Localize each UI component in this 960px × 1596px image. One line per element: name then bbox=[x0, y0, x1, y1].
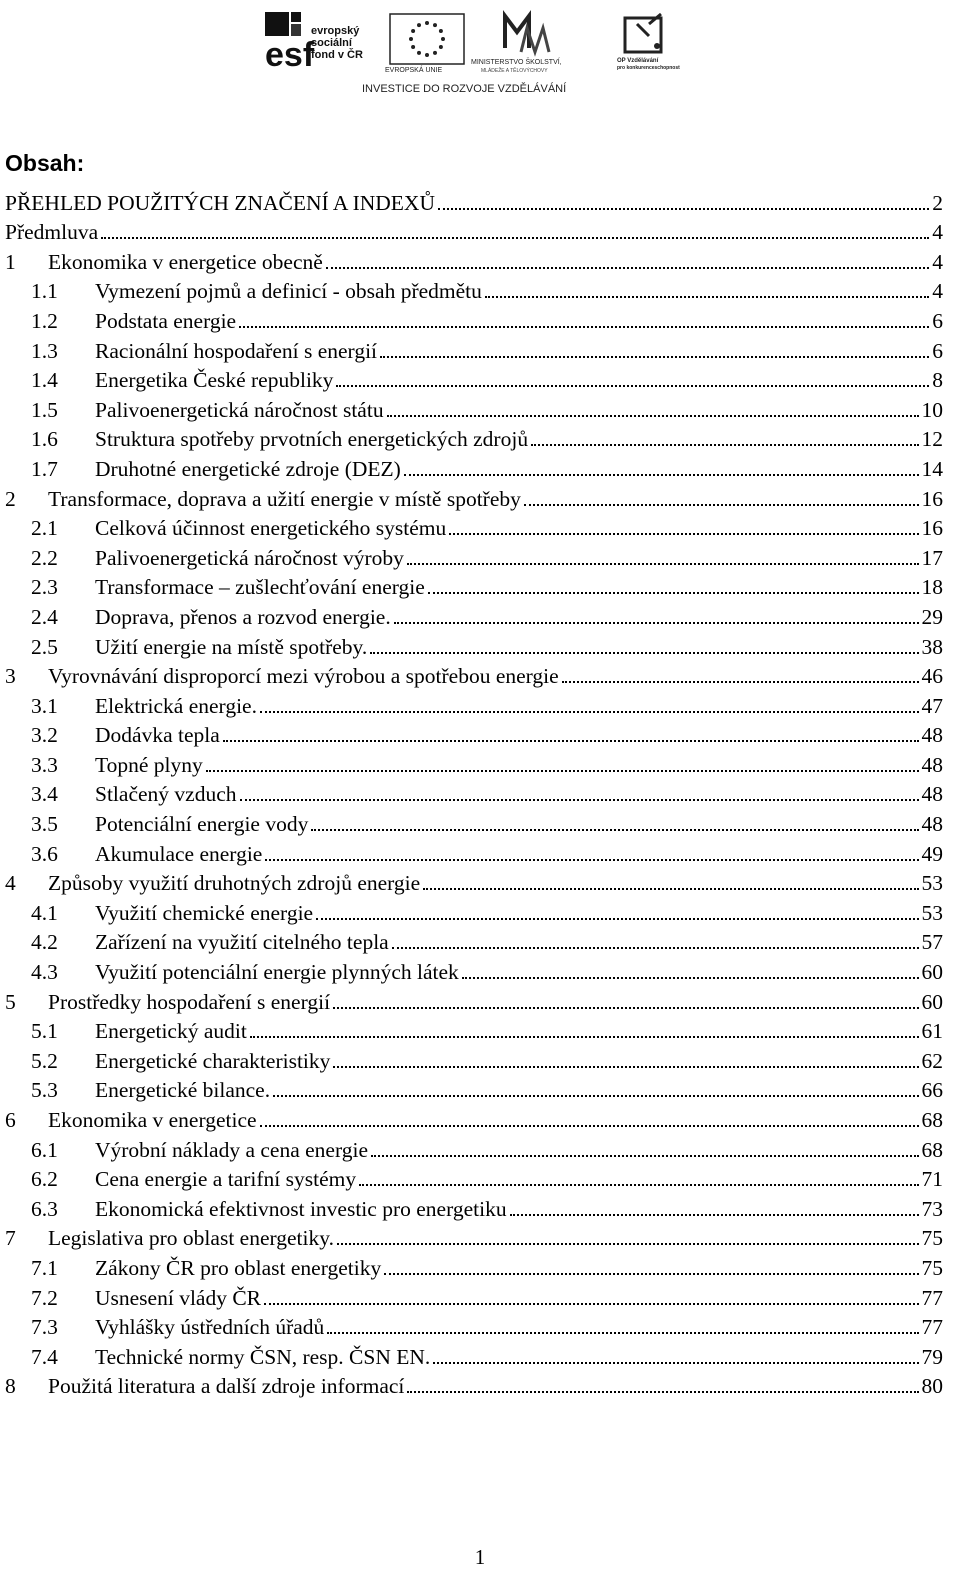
op-line1: OP Vzdělávání bbox=[617, 58, 659, 64]
toc-entry[interactable] bbox=[5, 984, 943, 1014]
eu-star-icon bbox=[409, 37, 413, 41]
toc-entry-number: 2.4 bbox=[31, 604, 58, 629]
toc-entry-number: 1.1 bbox=[31, 279, 58, 304]
toc-entry-number: 6.3 bbox=[31, 1196, 58, 1221]
toc-entry-title: PŘEHLED POUŽITÝCH ZNAČENÍ A INDEXŮ bbox=[5, 190, 435, 215]
toc-leader-dots bbox=[380, 355, 929, 358]
toc-entry-number: 6.1 bbox=[31, 1137, 58, 1162]
funding-logos-banner bbox=[265, 8, 690, 96]
toc-entry-number: 2.1 bbox=[31, 516, 58, 541]
eu-star-icon bbox=[411, 29, 415, 33]
toc-entry-title: Palivoenergetická náročnost výroby bbox=[95, 545, 404, 570]
esf-line3: fond v ČR bbox=[311, 49, 363, 61]
toc-entry-page: 75 bbox=[921, 1226, 943, 1251]
msmt-line1: MINISTERSTVO ŠKOLSTVÍ, bbox=[471, 59, 562, 66]
toc-entry-title: Legislativa pro oblast energetiky. bbox=[48, 1226, 334, 1251]
toc-leader-dots bbox=[240, 798, 919, 801]
toc-entry-title: Transformace – zušlechťování energie bbox=[95, 575, 425, 600]
toc-entry[interactable] bbox=[5, 659, 943, 689]
svg-text:esf: esf bbox=[265, 36, 315, 74]
toc-entry-page: 38 bbox=[921, 634, 943, 659]
toc-entry-page: 48 bbox=[921, 812, 943, 837]
toc-entry-page: 80 bbox=[921, 1374, 943, 1399]
toc-entry-page: 6 bbox=[932, 338, 943, 363]
toc-entry-title: Cena energie a tarifní systémy bbox=[95, 1167, 357, 1192]
toc-entry-title: Celková účinnost energetického systému bbox=[95, 516, 447, 541]
toc-entry-number: 4.2 bbox=[31, 930, 58, 955]
toc-entry-page: 48 bbox=[921, 782, 943, 807]
toc-entry-page: 2 bbox=[932, 190, 943, 215]
toc-leader-dots bbox=[370, 651, 918, 654]
toc-leader-dots bbox=[206, 769, 919, 772]
toc-leader-dots bbox=[524, 503, 919, 506]
toc-leader-dots bbox=[333, 1065, 918, 1068]
toc-entry-title: Energetické charakteristiky bbox=[95, 1048, 331, 1073]
msmt-logo bbox=[471, 16, 562, 74]
toc-entry-title: Doprava, přenos a rozvod energie. bbox=[95, 604, 391, 629]
toc-leader-dots bbox=[449, 532, 918, 535]
toc-entry-page: 75 bbox=[921, 1255, 943, 1280]
toc-leader-dots bbox=[265, 858, 918, 861]
toc-leader-dots bbox=[423, 887, 918, 890]
toc-entry-title: Zákony ČR pro oblast energetiky bbox=[95, 1255, 382, 1280]
toc-entry-title: Způsoby využití druhotných zdrojů energie bbox=[48, 871, 421, 896]
toc-entry-number: 1.5 bbox=[31, 397, 58, 422]
eu-star-icon bbox=[433, 51, 437, 55]
toc-entry-page: 61 bbox=[921, 1019, 943, 1044]
table-of-contents bbox=[5, 185, 943, 1398]
toc-entry-title: Transformace, doprava a užití energie v místě spotřeby bbox=[48, 486, 521, 511]
toc-entry[interactable] bbox=[5, 215, 943, 245]
toc-entry-number: 2.2 bbox=[31, 545, 58, 570]
toc-leader-dots bbox=[273, 1094, 918, 1097]
toc-entry-page: 71 bbox=[921, 1167, 943, 1192]
toc-entry[interactable] bbox=[5, 629, 943, 659]
toc-entry-number: 1.4 bbox=[31, 368, 58, 393]
toc-entry[interactable] bbox=[5, 274, 943, 304]
toc-entry[interactable] bbox=[5, 570, 943, 600]
toc-entry-title: Elektrická energie. bbox=[95, 693, 257, 718]
toc-entry-title: Ekonomická efektivnost investic pro energetiku bbox=[95, 1196, 507, 1221]
toc-entry-title: Dodávka tepla bbox=[95, 723, 220, 748]
toc-entry-title: Využití chemické energie bbox=[95, 900, 314, 925]
funding-logos bbox=[265, 8, 690, 96]
toc-entry-page: 48 bbox=[921, 752, 943, 777]
toc-entry-number: 1 bbox=[5, 249, 16, 274]
toc-entry[interactable] bbox=[5, 422, 943, 452]
toc-entry-number: 5.2 bbox=[31, 1048, 58, 1073]
toc-entry-page: 60 bbox=[921, 960, 943, 985]
toc-entry-title: Stlačený vzduch bbox=[95, 782, 237, 807]
toc-entry-title: Struktura spotřeby prvotních energetických zdrojů bbox=[95, 427, 529, 452]
toc-entry[interactable] bbox=[5, 925, 943, 955]
toc-leader-dots bbox=[404, 473, 919, 476]
toc-leader-dots bbox=[387, 414, 919, 417]
toc-entry[interactable] bbox=[5, 1250, 943, 1280]
toc-entry-title: Druhotné energetické zdroje (DEZ) bbox=[95, 456, 401, 481]
toc-entry-number: 6.2 bbox=[31, 1167, 58, 1192]
toc-entry-number: 7.1 bbox=[31, 1255, 58, 1280]
toc-leader-dots bbox=[485, 295, 929, 298]
toc-leader-dots bbox=[311, 828, 918, 831]
toc-entry[interactable] bbox=[5, 363, 943, 393]
eu-star-icon bbox=[417, 51, 421, 55]
toc-entry-page: 16 bbox=[921, 486, 943, 511]
toc-entry-number: 4.3 bbox=[31, 960, 58, 985]
toc-leader-dots bbox=[371, 1154, 918, 1157]
esf-line2: sociální bbox=[311, 37, 352, 49]
toc-entry[interactable] bbox=[5, 718, 943, 748]
toc-entry-page: 14 bbox=[921, 456, 943, 481]
toc-leader-dots bbox=[392, 946, 919, 949]
banner-slogan: INVESTICE DO ROZVOJE VZDĚLÁVÁNÍ bbox=[362, 83, 567, 95]
toc-entry-number: 7.4 bbox=[31, 1344, 58, 1369]
page-number: 1 bbox=[474, 1545, 486, 1569]
toc-entry-title: Ekonomika v energetice obecně bbox=[48, 249, 323, 274]
eu-star-icon bbox=[417, 23, 421, 27]
toc-entry[interactable] bbox=[5, 688, 943, 718]
toc-entry[interactable] bbox=[5, 1280, 943, 1310]
toc-entry-number: 8 bbox=[5, 1374, 16, 1399]
toc-entry-page: 79 bbox=[921, 1344, 943, 1369]
toc-leader-dots bbox=[264, 1302, 918, 1305]
toc-entry[interactable] bbox=[5, 1014, 943, 1044]
toc-entry-number: 5.3 bbox=[31, 1078, 58, 1103]
toc-entry-number: 1.2 bbox=[31, 308, 58, 333]
toc-entry[interactable] bbox=[5, 806, 943, 836]
toc-entry-page: 49 bbox=[921, 841, 943, 866]
toc-entry-number: 4 bbox=[5, 871, 16, 896]
toc-entry[interactable] bbox=[5, 777, 943, 807]
toc-entry-title: Použitá literatura a další zdroje informací bbox=[48, 1374, 405, 1399]
toc-entry[interactable] bbox=[5, 1043, 943, 1073]
toc-entry[interactable] bbox=[5, 1369, 943, 1399]
eu-star-icon bbox=[441, 37, 445, 41]
toc-entry-title: Palivoenergetická náročnost státu bbox=[95, 397, 384, 422]
toc-entry-page: 48 bbox=[921, 723, 943, 748]
toc-entry-number: 5 bbox=[5, 989, 16, 1014]
op-line2: pro konkurenceschopnost bbox=[617, 65, 680, 71]
toc-entry-number: 2 bbox=[5, 486, 16, 511]
toc-leader-dots bbox=[394, 621, 919, 624]
toc-leader-dots bbox=[438, 207, 929, 210]
toc-entry[interactable] bbox=[5, 1191, 943, 1221]
toc-entry-page: 4 bbox=[932, 279, 943, 304]
toc-entry[interactable] bbox=[5, 1132, 943, 1162]
toc-entry-title: Vymezení pojmů a definicí - obsah předmětu bbox=[95, 279, 482, 304]
toc-entry[interactable] bbox=[5, 954, 943, 984]
toc-entry-page: 12 bbox=[921, 427, 943, 452]
toc-entry-page: 60 bbox=[921, 989, 943, 1014]
toc-entry-title: Výrobní náklady a cena energie bbox=[95, 1137, 369, 1162]
toc-entry-page: 46 bbox=[921, 664, 943, 689]
toc-leader-dots bbox=[337, 1242, 919, 1245]
eu-star-icon bbox=[425, 53, 429, 57]
toc-leader-dots bbox=[510, 1213, 919, 1216]
eu-star-icon bbox=[411, 45, 415, 49]
toc-entry-number: 3.2 bbox=[31, 723, 58, 748]
toc-entry-page: 18 bbox=[921, 575, 943, 600]
toc-entry-page: 16 bbox=[921, 516, 943, 541]
toc-entry-title: Využití potenciální energie plynných látek bbox=[95, 960, 459, 985]
toc-entry[interactable] bbox=[5, 333, 943, 363]
toc-leader-dots bbox=[336, 384, 929, 387]
esf-logo bbox=[265, 12, 363, 74]
toc-entry-number: 4.1 bbox=[31, 900, 58, 925]
toc-entry[interactable] bbox=[5, 244, 943, 274]
toc-entry-number: 6 bbox=[5, 1108, 16, 1132]
toc-entry-number: 2.3 bbox=[31, 575, 58, 600]
toc-entry-number: 1.6 bbox=[31, 427, 58, 452]
toc-leader-dots bbox=[101, 236, 929, 239]
toc-entry[interactable] bbox=[5, 866, 943, 896]
toc-entry-number: 3 bbox=[5, 664, 16, 689]
toc-entry-title: Topné plyny bbox=[95, 752, 203, 777]
toc-entry-title: Racionální hospodaření s energií bbox=[95, 338, 378, 363]
toc-leader-dots bbox=[433, 1361, 918, 1364]
toc-entry[interactable] bbox=[5, 511, 943, 541]
toc-leader-dots bbox=[333, 1006, 918, 1009]
toc-entry-page: 68 bbox=[921, 1137, 943, 1162]
eu-flag-logo bbox=[385, 14, 464, 74]
toc-entry[interactable] bbox=[5, 1339, 943, 1369]
toc-entry[interactable] bbox=[5, 185, 943, 215]
toc-entry[interactable] bbox=[5, 451, 943, 481]
toc-entry[interactable] bbox=[5, 1102, 943, 1132]
toc-entry[interactable] bbox=[5, 1073, 943, 1103]
toc-entry[interactable] bbox=[5, 1221, 943, 1251]
toc-entry-page: 68 bbox=[921, 1108, 943, 1132]
toc-leader-dots bbox=[531, 443, 918, 446]
toc-entry-title: Zařízení na využití citelného tepla bbox=[95, 930, 389, 955]
toc-entry-number: 3.4 bbox=[31, 782, 58, 807]
toc-entry-number: 3.1 bbox=[31, 693, 58, 718]
toc-leader-dots bbox=[327, 1331, 918, 1334]
toc-entry-title: Podstata energie bbox=[95, 308, 237, 333]
toc-entry[interactable] bbox=[5, 303, 943, 333]
toc-entry-page: 73 bbox=[921, 1196, 943, 1221]
toc-entry-title: Ekonomika v energetice bbox=[48, 1108, 257, 1132]
toc-entry-title: Užití energie na místě spotřeby. bbox=[95, 634, 368, 659]
toc-entry[interactable] bbox=[5, 747, 943, 777]
toc-entry-title: Akumulace energie bbox=[95, 841, 263, 866]
toc-entry[interactable] bbox=[5, 481, 943, 511]
toc-entry-title: Vyhlášky ústředních úřadů bbox=[95, 1315, 325, 1340]
toc-entry[interactable] bbox=[5, 392, 943, 422]
toc-entry-number: 1.3 bbox=[31, 338, 58, 363]
toc-entry-page: 10 bbox=[921, 397, 943, 422]
toc-entry-page: 77 bbox=[921, 1285, 943, 1310]
toc-entry-number: 3.3 bbox=[31, 752, 58, 777]
toc-entry-page: 4 bbox=[932, 249, 943, 274]
toc-leader-dots bbox=[326, 266, 929, 269]
toc-leader-dots bbox=[407, 562, 919, 565]
toc-leader-dots bbox=[562, 680, 919, 683]
toc-entry-number: 2.5 bbox=[31, 634, 58, 659]
toc-entry-page: 53 bbox=[921, 900, 943, 925]
toc-leader-dots bbox=[407, 1390, 918, 1393]
toc-leader-dots bbox=[428, 591, 919, 594]
toc-entry[interactable] bbox=[5, 836, 943, 866]
toc-entry-number: 7.2 bbox=[31, 1285, 58, 1310]
eu-star-icon bbox=[439, 45, 443, 49]
eu-star-icon bbox=[439, 29, 443, 33]
toc-entry-title: Usnesení vlády ČR bbox=[95, 1285, 262, 1310]
toc-entry[interactable] bbox=[5, 599, 943, 629]
toc-leader-dots bbox=[260, 1124, 919, 1127]
toc-entry-number: 3.6 bbox=[31, 841, 58, 866]
toc-leader-dots bbox=[260, 710, 919, 713]
esf-line1: evropský bbox=[311, 25, 360, 37]
toc-entry-page: 17 bbox=[921, 545, 943, 570]
toc-entry-number: 5.1 bbox=[31, 1019, 58, 1044]
toc-leader-dots bbox=[462, 976, 919, 979]
toc-heading: Obsah: bbox=[5, 150, 85, 176]
toc-entry-title: Prostředky hospodaření s energií bbox=[48, 989, 331, 1014]
op-vk-logo bbox=[617, 14, 680, 71]
toc-entry-number: 3.5 bbox=[31, 812, 58, 837]
toc-entry-number: 7.3 bbox=[31, 1315, 58, 1340]
toc-entry[interactable] bbox=[5, 1310, 943, 1340]
toc-entry-title: Energetické bilance. bbox=[95, 1078, 271, 1103]
toc-entry-page: 62 bbox=[921, 1048, 943, 1073]
toc-leader-dots bbox=[316, 917, 918, 920]
toc-entry[interactable] bbox=[5, 895, 943, 925]
toc-leader-dots bbox=[239, 325, 929, 328]
toc-entry-page: 6 bbox=[932, 308, 943, 333]
toc-leader-dots bbox=[359, 1183, 918, 1186]
toc-entry-page: 53 bbox=[921, 871, 943, 896]
toc-entry-page: 77 bbox=[921, 1315, 943, 1340]
toc-entry-title: Vyrovnávání disproporcí mezi výrobou a spotřebou energie bbox=[48, 664, 559, 689]
toc-entry-number: 1.7 bbox=[31, 456, 58, 481]
toc-entry-page: 47 bbox=[921, 693, 943, 718]
msmt-line2: MLÁDEŽE A TĚLOVÝCHOVY bbox=[481, 68, 548, 74]
eu-label: EVROPSKÁ UNIE bbox=[385, 67, 443, 74]
toc-entry-number: 7 bbox=[5, 1226, 16, 1251]
eu-star-icon bbox=[425, 21, 429, 25]
toc-entry-title: Potenciální energie vody bbox=[95, 812, 309, 837]
eu-star-icon bbox=[433, 23, 437, 27]
toc-entry-title: Energetika České republiky bbox=[95, 368, 334, 393]
toc-entry-title: Technické normy ČSN, resp. ČSN EN. bbox=[95, 1344, 431, 1369]
toc-entry[interactable] bbox=[5, 1162, 943, 1192]
toc-entry-page: 4 bbox=[932, 220, 943, 245]
toc-entry-page: 66 bbox=[921, 1078, 943, 1103]
toc-entry-title: Energetický audit bbox=[95, 1019, 247, 1044]
toc-entry-page: 57 bbox=[921, 930, 943, 955]
toc-entry-page: 29 bbox=[921, 604, 943, 629]
toc-entry-page: 8 bbox=[932, 368, 943, 393]
toc-entry[interactable] bbox=[5, 540, 943, 570]
toc-leader-dots bbox=[250, 1035, 919, 1038]
toc-leader-dots bbox=[223, 739, 919, 742]
toc-leader-dots bbox=[384, 1272, 918, 1275]
toc-entry-title: Předmluva bbox=[5, 220, 99, 245]
